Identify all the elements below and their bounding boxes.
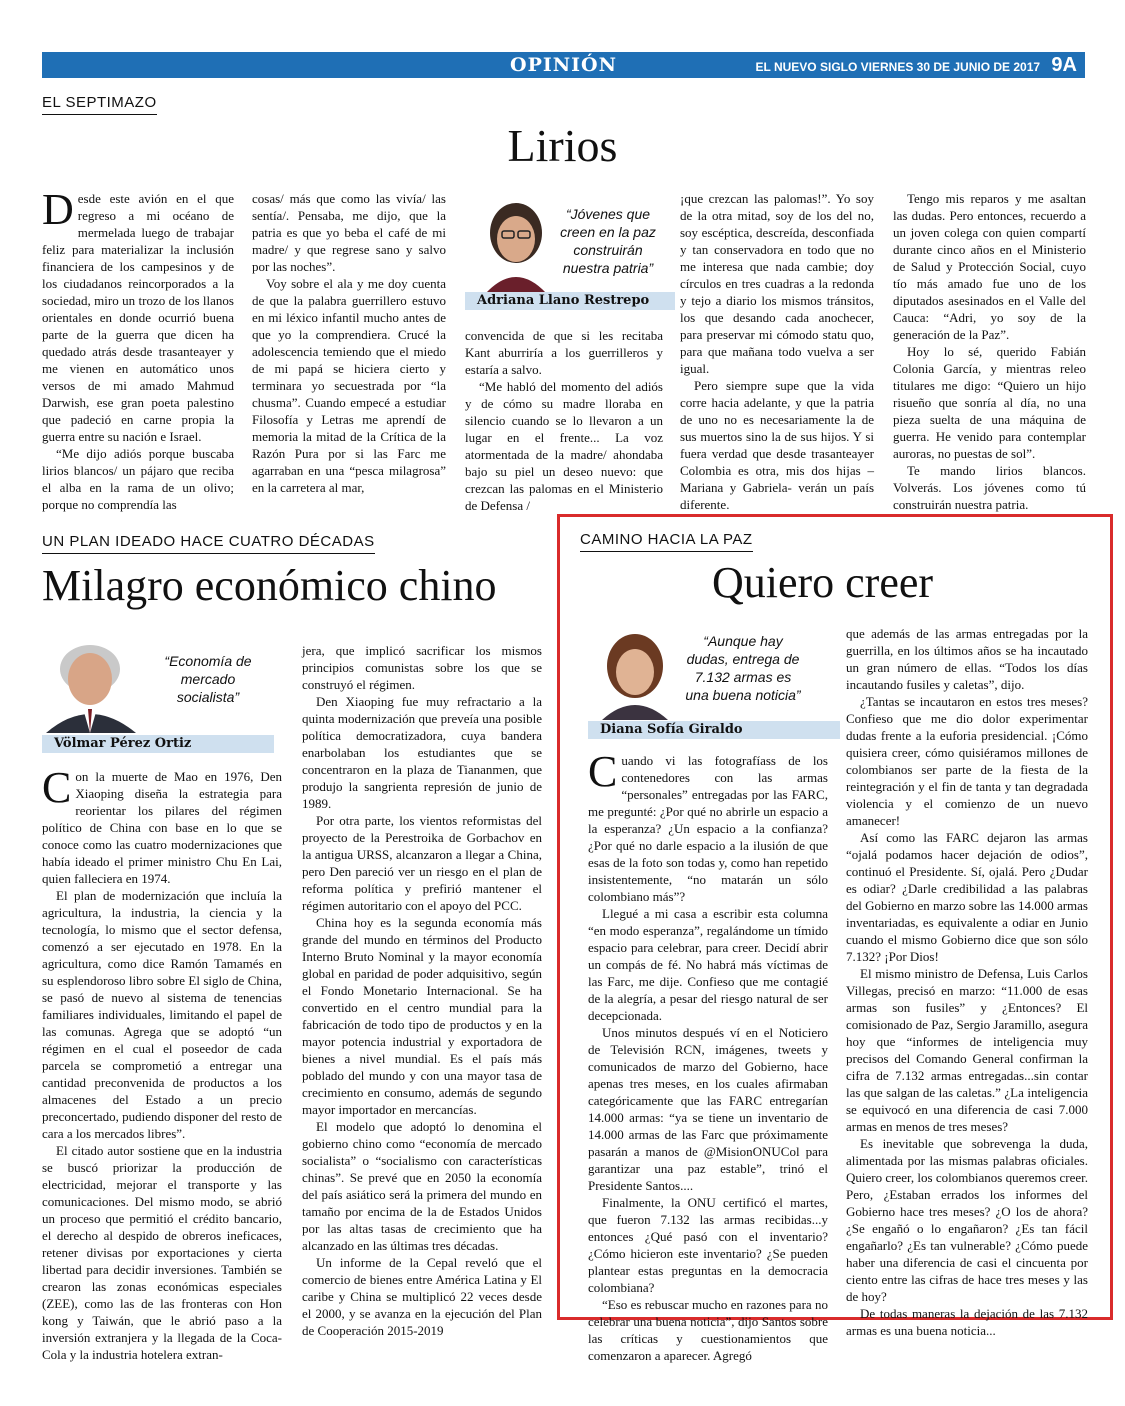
article3-column-2 (846, 625, 1089, 1338)
article1-column-5 (893, 190, 1086, 512)
article1-title: Lirios (507, 120, 618, 171)
paragraph: esde este avión en el que regreso a mi océano de mermelada luego de trabajar feliz para materializar la inclusión financiera de los campesinos y de los ciudadanos reincorporados a la sociedad, miro un trozo de los llanos orientales en donde ocurrió buena parte de la guerra que dicen ha quedado atrás desde trasanteayer y me vienen en automático unos versos de mi amado Mahmud Darwish, ese gran poeta palestino que padeció en carne propia la guerra entre su nación e Israel. (42, 191, 234, 444)
article2-column-1 (42, 763, 282, 1362)
paragraph: Unos minutos después ví en el Noticiero de Televisión RCN, imágenes, tweets y comunicados de marzo del Gobierno, hace apenas tres meses, en los cuales afirmaban categóricamente que las FARC entregarían 14.000 armas: “ya se tiene un inventario de 14.000 armas de las Farc que próximamente pasarán a manos de @MisionONUCol para garantizar una paz estable”, trinó el Presidente Santos.... (588, 1025, 828, 1193)
pull-quote: “Jóvenes que creen en la paz construirán nuestra patria” (560, 206, 656, 276)
paragraph: Llegué a mi casa a escribir esta columna “en modo esperanza”, regalándome un tímido espacio para celebrar, para creer. Decidí abrir un compás de fé. No habrá más víctimas de las Farc, me dije. Confieso que me contagié de la alegría, a pesar del riesgo natural de ser decepcionada. (588, 906, 828, 1023)
article3-title: Quiero creer (711, 558, 934, 607)
paragraph: Pero siempre supe que la vida corre hacia adelante, y que la patria de uno no es necesariamente la de sus muertos sino la de sus hijos. Y si fuera verdad que desde trasanteayer Colombia es otra, mis dos hijas – Mariana y Gabriela- verán un país diferente. (680, 378, 874, 512)
paragraph: on la muerte de Mao en 1976, Den Xiaoping diseña la estrategia para reorientar los pilares del régimen político de China con base en lo que se conoce como las cuatro modernizaciones que había ideado el primer ministro Chu En Lai, quien falleciera en 1974. (42, 769, 282, 886)
article1-column-3 (465, 327, 663, 513)
newspaper-name: EL NUEVO SIGLO (755, 60, 858, 74)
paragraph: convencida de que si les recitaba Kant aburriría a los guerrilleros y estaría a salvo. (465, 328, 663, 377)
page-number: 9A (1051, 54, 1077, 76)
paragraph: Es inevitable que sobrevenga la duda, alimentada por las mismas palabras oficiales. Quiero creer, los colombianos queremos creer. Pero, ¿Estaban errados los informes del Gobierno hace tres meses? ¿O los de ahora? ¿Se engañó o lo engañaron? ¿Es tan fácil engañarlo? ¿Es tan vulnerable? ¿Cómo puede haber una diferencia de casi el cincuenta por ciento entre las cifras de hace tres meses y las de hoy? (846, 1136, 1088, 1304)
paragraph: Finalmente, la ONU certificó el martes, que fueron 7.132 las armas recibidas...y entonces ¿Qué pasó con el inventario? ¿Cómo hicieron este inventario? ¿Se pueden plantear estas preguntas en la democracia colombiana? (588, 1195, 828, 1295)
paragraph: El plan de modernización que incluía la agricultura, la industria, la ciencia y la tecnología, lo mismo que el sector defensa, comenzó a ser ejecutado en 1978. En la agricultura, como dice Ramón Tamamés en su esplendoroso libro sobre El siglo de China, se pasó de nuevo al sistema de tenencias familiares individuales, limitando el papel de las comunas. Agrega que se adoptó “un régimen en el cual el poseedor de cada parcela se comprometió a entregar una cantidad preconvenida de productos a los almacenes del Estado a un precio preconcertado, pudiendo disponer del resto de cara a los mercados libres”. (42, 888, 282, 1141)
author-photo (42, 633, 140, 733)
paragraph: Hoy lo sé, querido Fabián Colonia García, y mientras releo titulares me digo: “Quiero un hijo risueño que sonría al día, no una pieza suelta de una máquina de guerra. He venido para contemplar auroras, no puestas de sol”. (893, 344, 1086, 461)
article2-kicker: UN PLAN IDEADO HACE CUATRO DÉCADAS (42, 533, 375, 554)
paragraph: China hoy es la segunda economía más grande del mundo en términos del Producto Interno Bruto Nominal y la mayor economía global en paridad de poder adquisitivo, según el Fondo Monetario Internacional. Se ha convertido en el centro mundial para la fabricación de todo tipo de productos y en la mayor potencia industrial y exportadora de bienes a nivel mundial. Es el país más poblado del mundo y con una mayor tasa de crecimiento en consumo, además de segundo mayor importador en mercancías. (302, 915, 542, 1117)
paragraph: Tengo mis reparos y me asaltan las dudas. Pero entonces, recuerdo a un joven colega con quien compartí durante cinco años en el Ministerio de Salud y Protección Social, cuyo tío más amado fue uno de los diputados asesinados en el Valle del Cauca: “Adri, yo soy de la generación de la Paz”. (893, 191, 1086, 342)
issue-date: VIERNES 30 DE JUNIO DE 2017 (860, 60, 1041, 74)
paragraph: Te mando lirios blancos. Volverás. Los jóvenes como tú construirán nuestra patria. (893, 463, 1086, 512)
paragraph: El mismo ministro de Defensa, Luis Carlos Villegas, precisó en marzo: “11.000 de esas armas son fusiles” y ¿Entonces? El comisionado de Paz, Sergio Jaramillo, asegura hoy que “informes de inteligencia muy precisos del Comando General confirman la cifra de 7.132 armas entregadas...sin contar las que salgan de las caletas.” ¿La inteligencia se equivocó en una diferencia de casi 7.000 armas en menos de tres meses? (846, 966, 1089, 1134)
author-byline: Adriana Llano Restrepo (465, 292, 675, 310)
article1-kicker: EL SEPTIMAZO (42, 94, 157, 115)
paragraph: ¡que crezcan las palomas!”. Yo soy de la otra mitad, soy de los del no, soy escéptica, descreída, desconfiada y tan conservadora en todo que no me interesa que nada cambie; doy círculos en tres cuadras a la redonda y tejo a diario los mismos tránsitos, los que desando cada anochecer, para preservar mi cómodo statu quo, para que mañana todo vuelva a ser igual. (680, 191, 874, 376)
paragraph: El citado autor sostiene que en la industria se buscó priorizar la producción de electricidad, mejorar el transporte y las comunicaciones. Del mismo modo, se abrió un proceso que permitió el crédito bancario, el derecho al despido de obreros ineficaces, retener divisas por exportaciones y cierta libertad para decidir inversiones. También se crearon las zonas económicas especiales (ZEE), como las de las fronteras con Hon kong y Taiwán, que le abrió paso a la inversión extranjera y la llegada de la Coca-Cola y la industria hotelera extran- (42, 1143, 282, 1362)
dropcap: D (42, 185, 74, 234)
article1-column-2 (252, 190, 446, 495)
paragraph: que además de las armas entregadas por la guerrilla, en los últimos años se ha incautado un gran número de ellas. “Todos los días incautando fusiles y caletas”, dijo. (846, 626, 1088, 692)
article3-kicker: CAMINO HACIA LA PAZ (580, 531, 753, 552)
header-bar (42, 52, 1085, 78)
paragraph: cosas/ más que como las vivía/ las sentía/. Pensaba, me dijo, que la patria es que yo beba el café de mi madre/ y que regrese sano y salvo por las noches”. (252, 191, 446, 274)
article2-column-2 (302, 642, 542, 1342)
paragraph: Un informe de la Cepal reveló que el comercio de bienes entre América Latina y El caribe y China se multiplicó 22 veces desde el 2000, y se avanza en la ejecución del Plan de Cooperación 2015-2019 (302, 1255, 542, 1338)
paragraph: “Me dijo adiós porque buscaba lirios blancos/ un pájaro que reciba el alba en la rama de un olivo; porque no comprendía las (42, 446, 234, 512)
paragraph: Así como las FARC dejaron las armas “ojalá podamos hacer dejación de odios”, continuó el Presidente. Sí, ojalá. Pero ¿Dudar es odiar? ¿Darle credibilidad a las palabras del Gobierno en marzo sobre las 14.000 armas inventariadas, es equivalente a odiar en Junio cuando el mismo Gobierno dice que son sólo 7.132? ¡Por Dios! (846, 830, 1088, 964)
pull-quote: “Aunque hay dudas, entrega de 7.132 armas es una buena noticia” (685, 633, 801, 703)
paragraph: Den Xiaoping fue muy refractario a la quinta modernización que preveía una posible política democratizadora, cuya bandera enarbolaban los estudiantes que se concentraron en la plaza de Tiananmen, que produjo la sangrienta represión de junio de 1989. (302, 694, 542, 811)
dropcap: C (42, 763, 72, 812)
author-photo (596, 626, 674, 720)
section-title: OPINIÓN (510, 54, 617, 76)
header-info (756, 52, 1077, 80)
paragraph: Por otra parte, los vientos reformistas del proyecto de la Perestroika de Gorbachov en la antigua URSS, alcanzaron a llegar a China, pero Den pareció ver un riesgo en el plan de reforma política y prefirió mantener el régimen autoritario con el apoyo del PCC. (302, 813, 542, 913)
article3-column-1 (588, 747, 828, 1363)
paragraph: “Eso es rebuscar mucho en razones para no celebrar una buena noticia”, dijo Santos sobre las críticas y cuestionamientos que comenzaron a aparecer. Agregó (588, 1297, 828, 1363)
article1-column-1 (42, 185, 234, 512)
article2-title: Milagro económico chino (42, 561, 497, 610)
paragraph: ¿Tantas se incautaron en estos tres meses? Confieso que me dio dolor experimentar dudas frente a la euforia presidencial. ¡Cómo quisiera creer, cómo quisiéramos millones de colombianos ser parte de la fiesta de la reintegración y el fin de tanta y tan degradada violencia y el comienzo de un nuevo amanecer! (846, 694, 1088, 828)
paragraph: El modelo que adoptó lo denomina el gobierno chino como “economía de mercado socialista” o “socialismo con características chinas”. Se prevé que en 2050 la economía del país asiático será la primera del mundo en tamaño por encima de la de Estados Unidos por las altas tasas de crecimiento que ha alcanzado en las últimas tres décadas. (302, 1119, 542, 1253)
pull-quote: “Economía de mercado socialista” (164, 653, 252, 705)
dropcap: C (588, 747, 618, 796)
author-byline: Völmar Pérez Ortiz (42, 735, 274, 753)
article1-column-4 (680, 190, 874, 512)
paragraph: uando vi las fotografíass de los contenedores con las armas “personales” entregadas por las FARC, me pregunté: ¿Por qué no abrirle un espacio a la esperanza? ¿Un espacio a la confianza? ¿Por qué no darle espacio a la ilusión de que esas de la foto son todas y, como han repetido insistentemente, “no matarán un sólo colombiano más”? (588, 753, 828, 904)
paragraph: Voy sobre el ala y me doy cuenta de que la palabra guerrillero estuvo en mi léxico infantil mucho antes de que yo la comprendiera. Crucé la adolescencia temiendo que el miedo de mi papá se hiciera cierto y terminara yo secuestrada por “la chusma”. Cuando empecé a estudiar Filosofía y Letras me aprendí de memoria la mitad de la Crítica de la Razón Pura por si las Farc me agarraban en una “pesca milagrosa” en la carretera al mar, (252, 276, 446, 495)
author-byline: Diana Sofía Giraldo (588, 721, 840, 739)
paragraph: De todas maneras la dejación de las 7.132 armas es una buena noticia... (846, 1306, 1088, 1338)
paragraph: jera, que implicó sacrificar los mismos principios comunistas sobre los que se construyó el régimen. (302, 643, 542, 692)
paragraph: “Me habló del momento del adiós y de cómo su madre lloraba en silencio cuando se lo llevaron a un lugar en el frente... La voz atormentada de la madre/ ahondaba bajo su piel un deseo nuevo: que crezcan las palomas en el Ministerio de Defensa / (465, 379, 663, 513)
author-photo (480, 193, 552, 293)
